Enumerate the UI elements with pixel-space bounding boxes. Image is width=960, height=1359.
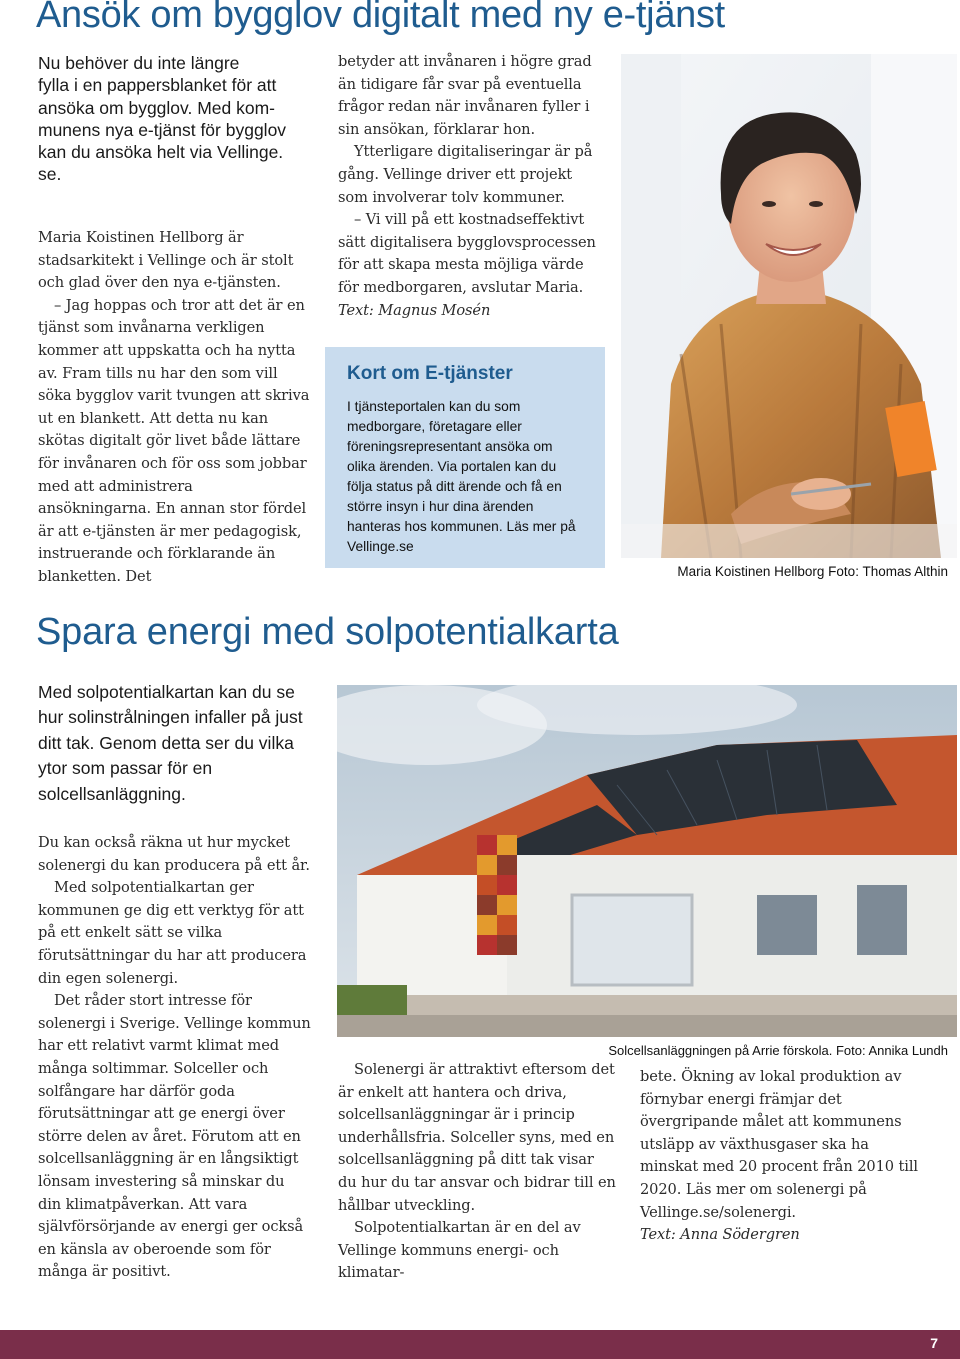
article-body-column-1 — [38, 227, 310, 589]
fact-box-title: Kort om E-tjänster — [347, 363, 513, 384]
page-number: 7 — [930, 1335, 938, 1351]
solar-house-photo — [337, 685, 957, 1037]
article-lead: Nu behöver du inte längre fylla i en pappersblanket för att ansöka om bygglov. Med kom- munens nya e-tjänst för bygglov kan du ansöka helt via Vellinge. se. — [38, 53, 287, 185]
article-headline: Spara energi med solpotentialkarta — [36, 611, 619, 653]
fact-box-body: I tjänsteportalen kan du som medborgare, företagare eller föreningsrepresentant ansöka om olika ärenden. Via portalen kan du följa status på ditt ärende och få en större insyn i hur dina ärenden hanteras hos kommunen. Läs mer på Vellinge.se — [347, 399, 576, 554]
body-paragraph: Solenergi är attraktivt eftersom det är enkelt att hantera och driva, solcellsanläggningar är i princip underhållsfria. Solceller syns, med en solcellsanläggning på ditt tak visar du hur du tar ansvar och bidrar till en hållbar utveckling. — [338, 1061, 616, 1214]
portrait-photo — [621, 54, 957, 558]
body-paragraph: Solpotentialkartan är en del av Vellinge kommuns energi- och klimatar- — [338, 1219, 581, 1282]
body-paragraph: – Jag hoppas och tror att det är en tjänst som invånarna verkligen kommer att uppskatta och ha nytta av. Fram tills nu har den som vill söka bygglov varit tvungen att skriva ut en blankett. Att detta nu kan skötas digitalt gör livet både lättare för invånaren och för oss som jobbar med att administrera ansökningarna. En annan stor fördel är att e-tjänsten är mer pedagogisk, instruerande och förklarande än blanketten. Det — [38, 296, 310, 585]
fact-box — [325, 347, 605, 568]
photo-caption: Maria Koistinen Hellborg Foto: Thomas Althin — [677, 564, 948, 579]
body-paragraph: – Vi vill på ett kostnadseffektivt sätt digitalisera bygglovsprocessen för att skapa mesta möjliga värde för medborgaren, avslutar Maria. — [338, 211, 596, 296]
photo-caption: Solcellsanläggningen på Arrie förskola. Foto: Annika Lundh — [608, 1043, 948, 1058]
body-paragraph: Ytterligare digitaliseringar är på gång. Vellinge driver ett projekt som involverar tolv kommuner. — [338, 143, 593, 206]
article-body-column-2 — [338, 51, 600, 322]
body-paragraph: betyder att invånaren i högre grad än tidigare får svar på eventuella frågor redan när invånaren fyller i sin ansökan, förklarar hon. — [338, 53, 592, 138]
article-lead: Med solpotentialkartan kan du se hur solinstrålningen infaller på just ditt tak. Genom detta ser du vilka ytor som passar för en solcellsanläggning. — [38, 682, 303, 804]
body-paragraph: Maria Koistinen Hellborg är stadsarkitekt i Vellinge och är stolt och glad över den nya e-tjänsten. — [38, 229, 294, 292]
body-paragraph: Med solpotentialkartan ger kommunen ge dig ett verktyg för att på ett enkelt sätt se vilka förutsättningar du har att producera din egen solenergi. — [38, 879, 307, 987]
byline: Text: Magnus Mosén — [338, 301, 491, 319]
article-body-column-3 — [640, 1066, 930, 1247]
article-body-column-1 — [38, 832, 312, 1284]
body-paragraph: Du kan också räkna ut hur mycket solenergi du kan producera på ett år. — [38, 834, 310, 874]
body-paragraph: Det råder stort intresse för solenergi i Sverige. Vellinge kommun har ett relativt varmt klimat med många soltimmar. Solceller och solfångare har därför goda förutsättningar att ge energi över större delen av året. Förutom att en solcellsanläggning är en långsiktigt lönsam investering så minskar du din klimatpåverkan. Att vara självförsörjande av energi ger också en känsla av oberoende som för många är positivt. — [38, 992, 311, 1281]
footer-bar — [0, 1330, 960, 1359]
article-body-column-2 — [338, 1059, 616, 1285]
article-headline: Ansök om bygglov digitalt med ny e-tjänst — [36, 0, 725, 36]
body-paragraph: bete. Ökning av lokal produktion av förnybar energi främjar det övergripande målet att kommunens utsläpp av växthusgaser ska ha minskat med 20 procent från 2010 till 2020. Läs mer om solenergi på Vellinge.se/solenergi. — [640, 1068, 918, 1221]
byline: Text: Anna Södergren — [640, 1226, 800, 1244]
